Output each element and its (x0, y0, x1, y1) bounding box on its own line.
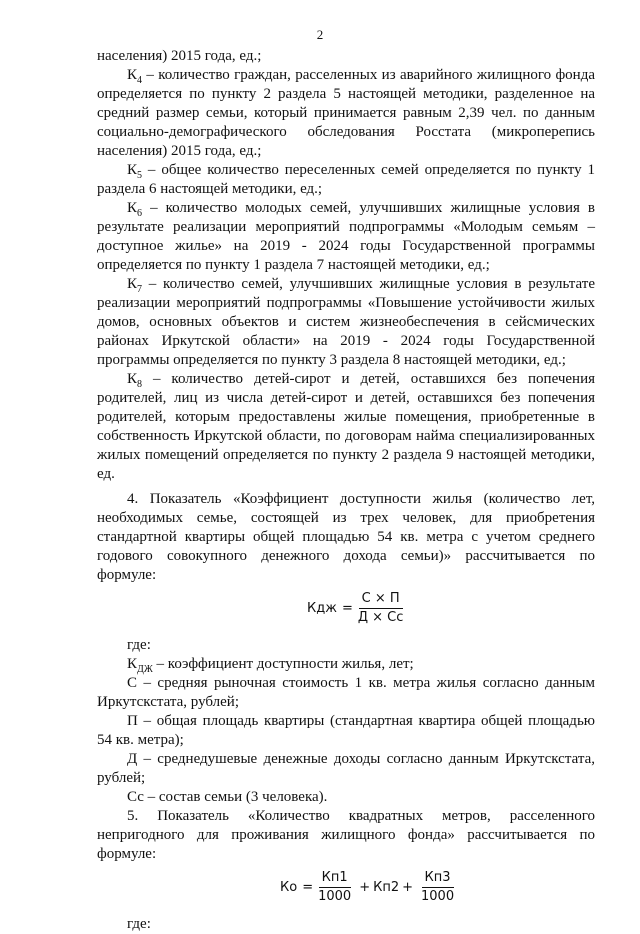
formula-term: Кп2 (373, 880, 400, 895)
paragraph-text: – количество граждан, расселенных из аварийного жилищного фонда определяется по пункту 2 раздела 5 настоящей методики, разделенное на средний размер семьи, который принимается равным 2,39 чел. по данным социально-демографического обследования Росстата (микроперепись населения) 2015 года, ед.; (97, 67, 596, 159)
variable-symbol: К (127, 276, 138, 292)
plus-sign: + (359, 880, 371, 895)
equals-sign: = (341, 601, 353, 616)
definition: П – общая площадь квартиры (стандартная квартира общей площадью 54 кв. метра); (97, 713, 595, 748)
paragraph-text: – количество семей, улучшивших жилищные условия в результате реализации мероприятий подпрограммы «Повышение устойчивости жилых домов, основных объектов и систем жизнеобеспечения в сейсмических районах Иркутской области» на 2019 - 2024 годы Государственной программы определяется по пункту 3 раздела 8 настоящей методики, ед.; (97, 276, 595, 368)
definition: Сс – состав семьи (3 человека). (127, 789, 328, 805)
document-body (97, 47, 595, 934)
paragraph-k4 (97, 66, 595, 161)
paragraph-k8 (97, 370, 595, 484)
fraction (315, 870, 354, 905)
paragraph-text: – количество молодых семей, улучшивших жилищные условия в результате реализации мероприятий подпрограммы «Молодым семьям – доступное жилье» на 2019 - 2024 годы Государственной программы определяется по пункту 1 раздела 7 настоящей методики, ед.; (97, 200, 596, 273)
definition-kdzh (97, 655, 595, 674)
fraction (355, 591, 407, 626)
paragraph-text: – общее количество переселенных семей определяется по пункту 1 раздела 6 настоящей методики, ед.; (97, 162, 596, 197)
fraction (418, 870, 457, 905)
numerator: С × П (359, 591, 403, 609)
numerator: Кп3 (422, 870, 454, 888)
formula-ko (280, 870, 595, 905)
denominator: 1000 (421, 889, 455, 904)
variable-symbol: К (127, 656, 138, 672)
variable-subscript: 7 (137, 284, 143, 295)
variable-subscript: 5 (137, 170, 143, 181)
equals-sign: = (302, 880, 314, 895)
denominator: Д × Сс (357, 610, 404, 625)
definition: Д – среднедушевые денежные доходы согласно данным Иркутскстата, рублей; (97, 751, 595, 786)
variable-symbol: К (127, 67, 138, 83)
paragraph: населения) 2015 года, ед.; (97, 48, 262, 64)
paragraph-k7 (97, 275, 595, 370)
paragraph-k5 (97, 161, 595, 199)
plus-sign: + (402, 880, 413, 895)
paragraph-text: – количество детей-сирот и детей, оставшихся без попечения родителей, лиц из числа детей-сирот и детей, оставшихся без попечения родителей, которым предоставлены жилые помещения, приобретенные в собственность Иркутской области, по договорам найма специализированных жилых помещений определяется по пункту 2 раздела 9 настоящей методики, ед. (97, 371, 596, 482)
variable-symbol: К (127, 200, 138, 216)
where-label: где: (127, 916, 151, 932)
variable-subscript: ДЖ (137, 664, 153, 675)
paragraph-item-5: 5. Показатель «Количество квадратных метров, расселенного непригодного для проживания жилищного фонда» рассчитывается по формуле: (97, 808, 595, 862)
paragraph-k6 (97, 199, 595, 275)
where-label: где: (127, 637, 151, 653)
variable-symbol: К (127, 371, 138, 387)
variable-subscript: 4 (137, 75, 143, 86)
definition: С – средняя рыночная стоимость 1 кв. метра жилья согласно данным Иркутскстата, рублей; (97, 675, 595, 710)
formula-kdzh (307, 591, 595, 626)
page-number: 2 (316, 27, 324, 42)
variable-subscript: 6 (137, 208, 143, 219)
formula-lhs: Ко (280, 880, 298, 895)
formula-lhs: Кдж (307, 601, 337, 616)
variable-symbol: К (127, 162, 138, 178)
denominator: 1000 (318, 889, 352, 904)
variable-subscript: 8 (137, 379, 143, 390)
definition-text: – коэффициент доступности жилья, лет; (156, 656, 414, 672)
numerator: Кп1 (319, 870, 351, 888)
paragraph-item-4: 4. Показатель «Коэффициент доступности жилья (количество лет, необходимых семье, состоящей из трех человек, для приобретения стандартной квартиры общей площадью 54 кв. метра с учетом среднего годового совокупного денежного дохода семьи)» рассчитывается по формуле: (97, 491, 595, 583)
